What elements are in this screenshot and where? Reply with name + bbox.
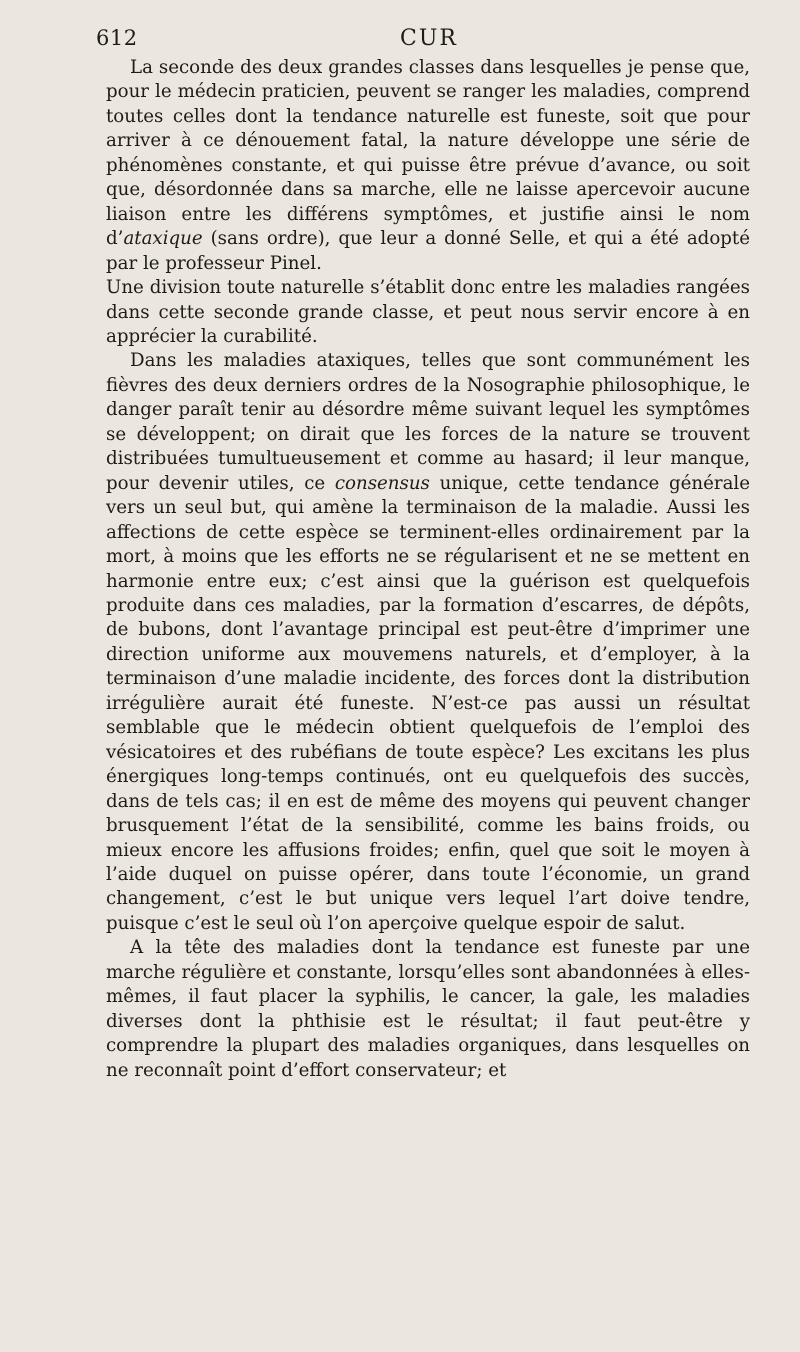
paragraph-1-italic-ataxique: ataxique <box>123 228 203 250</box>
paragraph-2-text: Une division toute naturelle s’établit donc entre les maladies rangées dans cette seconde grande classe, et peut nous servir encore à en apprécier la curabilité. <box>106 277 750 347</box>
paragraph-4 <box>106 936 750 1083</box>
paragraph-2 <box>106 276 750 349</box>
running-head: CUR <box>400 26 458 51</box>
body-text <box>106 56 750 1083</box>
paragraph-1-text-a: La seconde des deux grandes classes dans lesquelles je pense que, pour le médecin praticien, peuvent se ranger les maladies, comprend toutes celles dont la tendance naturelle est funeste, soit que pour arriver à ce dénouement fatal, la nature développe une série de phénomènes constante, et qui puisse être prévue d’avance, ou soit que, désordonnée dans sa marche, elle ne laisse apercevoir aucune liaison entre les différens symptômes, et justifie ainsi le nom d’ <box>106 57 750 250</box>
page-number: 612 <box>96 26 138 50</box>
paragraph-1 <box>106 56 750 276</box>
paragraph-3-text-a: Dans les maladies ataxiques, telles que sont communément les fièvres des deux derniers ordres de la Nosographie philosophique, le danger paraît tenir au désordre même suivant lequel les symptômes se développent; on dirait que les forces de la nature se trouvent distribuées tumultueusement et comme au hasard; il leur manque, pour devenir utiles, ce <box>106 350 750 494</box>
paragraph-4-text: A la tête des maladies dont la tendance est funeste par une marche régulière et constante, lorsqu’elles sont abandonnées à elles-mêmes, il faut placer la syphilis, le cancer, la gale, les maladies diverses dont la phthisie est le résultat; il faut peut-être y comprendre la plupart des maladies organiques, dans lesquelles on ne reconnaît point d’effort conservateur; et <box>106 937 750 1081</box>
paragraph-1-text-b: (sans ordre), que leur a donné Selle, et qui a été adopté par le professeur Pinel. <box>106 228 750 274</box>
paragraph-3-text-b: unique, cette tendance générale vers un seul but, qui amène la terminaison de la maladie. Aussi les affections de cette espèce se terminent-elles ordinairement par la mort, à moins que les efforts ne se régularisent et ne se mettent en harmonie entre eux; c’est ainsi que la guérison est quelquefois produite dans ces maladies, par la formation d’escarres, de dépôts, de bubons, dont l’avantage principal est peut-être d’imprimer une direction uniforme aux mouvemens naturels, et d’employer, à la terminaison d’une maladie incidente, des forces dont la distribution irrégulière aurait été funeste. N’est-ce pas aussi un résultat semblable que le médecin obtient quelquefois de l’emploi des vésicatoires et des rubéfians de toute espèce? Les excitans les plus énergiques long-temps continués, ont eu quelquefois des succès, dans de tels cas; il en est de même des moyens qui peuvent changer brusquement l’état de la sensibilité, comme les bains froids, ou mieux encore les affusions froides; enfin, quel que soit le moyen à l’aide duquel on puisse opérer, dans toute l’économie, un grand changement, c’est le but unique vers lequel l’art doive tendre, puisque c’est le seul où l’on aperçoive quelque espoir de salut. <box>106 472 750 934</box>
paragraph-3 <box>106 349 750 936</box>
page-header <box>0 26 800 56</box>
paragraph-3-italic-consensus: consensus <box>334 472 430 494</box>
